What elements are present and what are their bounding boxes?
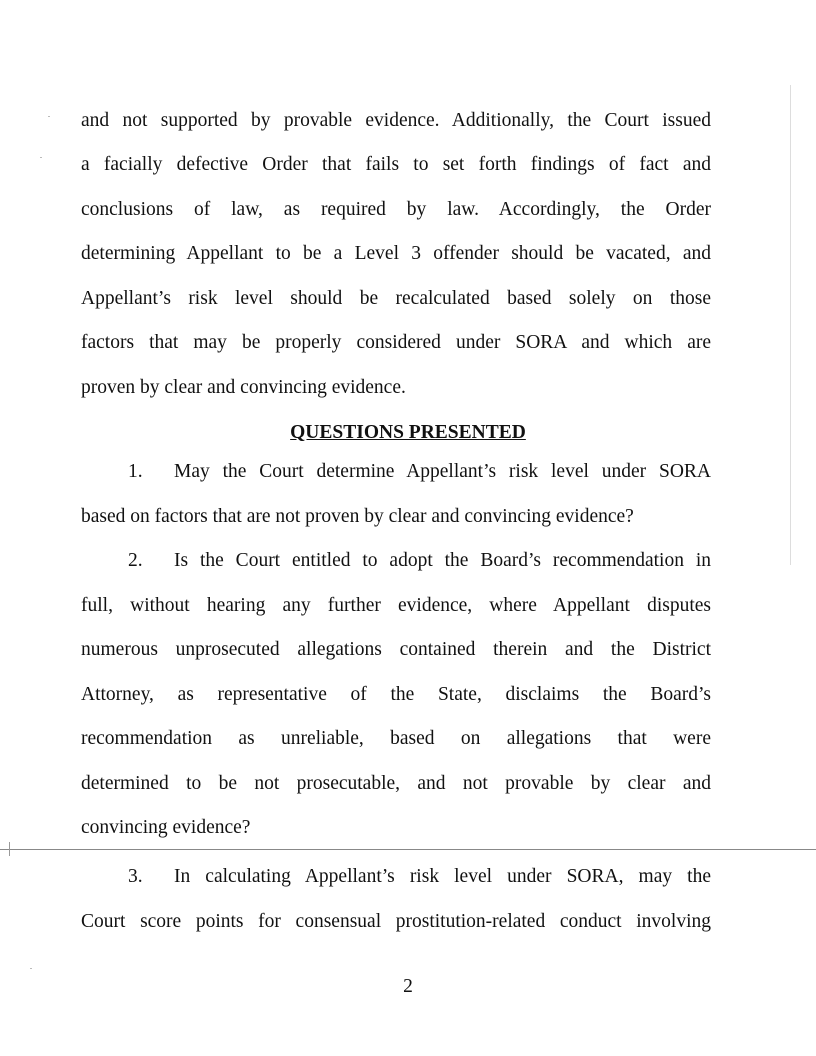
- question-number: 3.: [128, 866, 143, 887]
- section-heading: QUESTIONS PRESENTED: [290, 422, 526, 443]
- page-number: 2: [403, 976, 413, 997]
- scan-speck: [30, 968, 32, 969]
- question-3-first-line: [128, 865, 711, 889]
- question-line: recommendation as unreliable, based on allegations that were: [81, 728, 711, 749]
- scan-edge-line: [790, 85, 791, 565]
- paragraph-line: a facially defective Order that fails to set forth findings of fact and: [81, 154, 711, 175]
- question-1-first-line: [128, 460, 711, 484]
- question-line: convincing evidence?: [81, 817, 251, 838]
- question-text: May the Court determine Appellant’s risk level under SORA: [174, 461, 711, 482]
- scan-speck: [40, 157, 42, 158]
- question-number: 1.: [128, 461, 143, 482]
- question-line: determined to be not prosecutable, and not provable by clear and: [81, 773, 711, 794]
- question-text: In calculating Appellant’s risk level under SORA, may the: [174, 866, 711, 887]
- question-line: numerous unprosecuted allegations contained therein and the District: [81, 639, 711, 660]
- question-text: Is the Court entitled to adopt the Board’s recommendation in: [174, 550, 711, 571]
- question-line: Court score points for consensual prostitution-related conduct involving: [81, 911, 711, 932]
- paragraph-line: and not supported by provable evidence. Additionally, the Court issued: [81, 110, 711, 131]
- question-2-first-line: [128, 549, 711, 573]
- question-number: 2.: [128, 550, 143, 571]
- question-line: Attorney, as representative of the State, disclaims the Board’s: [81, 684, 711, 705]
- paragraph-line: proven by clear and convincing evidence.: [81, 377, 406, 398]
- paragraph-line: Appellant’s risk level should be recalculated based solely on those: [81, 288, 711, 309]
- scan-speck: [48, 116, 50, 117]
- question-line: based on factors that are not proven by clear and convincing evidence?: [81, 506, 634, 527]
- paragraph-line: factors that may be properly considered under SORA and which are: [81, 332, 711, 353]
- question-line: full, without hearing any further evidence, where Appellant disputes: [81, 595, 711, 616]
- paragraph-line: determining Appellant to be a Level 3 offender should be vacated, and: [81, 243, 711, 264]
- horizontal-rule: [0, 849, 816, 850]
- rule-tick: [9, 842, 10, 856]
- paragraph-line: conclusions of law, as required by law. Accordingly, the Order: [81, 199, 711, 220]
